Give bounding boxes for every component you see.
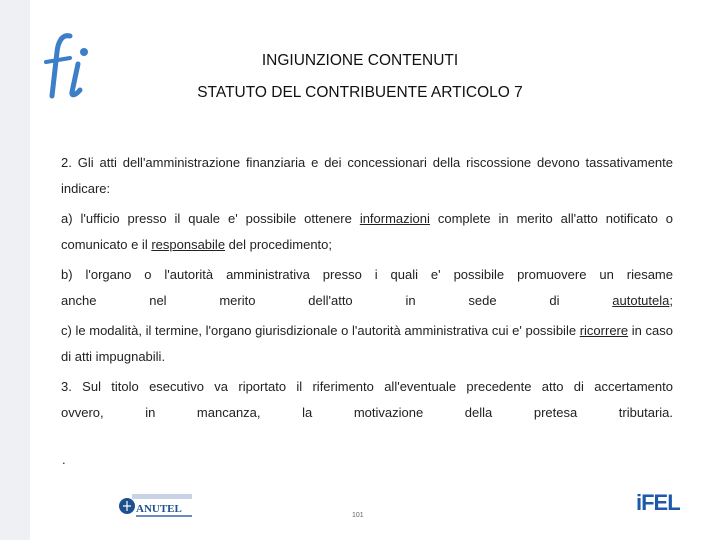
anutel-logo-text: ANUTEL — [136, 503, 182, 515]
link-informazioni[interactable]: informazioni — [359, 211, 430, 226]
paragraph-b-line-2 — [61, 288, 673, 314]
document-body — [61, 150, 673, 430]
anutel-logo-icon — [118, 492, 194, 520]
paragraph-3-line-1: 3. Sul titolo esecutivo va riportato il riferimento all'eventuale precedente atto di accertamento — [61, 379, 673, 394]
paragraph-a — [61, 206, 673, 258]
paragraph-c-text-2: in caso di atti impugnabili. — [61, 323, 673, 364]
left-sidebar-band — [0, 0, 30, 540]
ifel-logo-text: iFEL — [636, 490, 680, 515]
page-title: INGIUNZIONE CONTENUTI — [261, 52, 459, 69]
page-number: 101 — [352, 512, 364, 519]
paragraph-a-text-1: a) l'ufficio presso il quale e' possibile ottenere — [61, 211, 360, 226]
paragraph-2: 2. Gli atti dell'amministrazione finanziaria e dei concessionari della riscossione devono tassativamente indicare: — [61, 155, 673, 196]
paragraph-b-text: anche nel merito dell'atto in sede di — [61, 293, 613, 308]
paragraph-b-line-1: b) l'organo o l'autorità amministrativa presso i quali e' possibile promuovere un riesame — [61, 267, 673, 282]
paragraph-b-semicolon: ; — [669, 293, 673, 308]
paragraph-c-text-1: c) le modalità, il termine, l'organo giurisdizionale o l'autorità amministrativa cui e' possibile — [61, 323, 580, 338]
paragraph-b — [61, 262, 673, 314]
page-subtitle: STATUTO DEL CONTRIBUENTE ARTICOLO 7 — [197, 84, 523, 101]
ifel-logo — [636, 490, 680, 522]
link-ricorrere[interactable]: ricorrere — [579, 323, 629, 338]
paragraph-3 — [61, 374, 673, 426]
paragraph-a-text-3: del procedimento; — [225, 237, 332, 252]
link-autotutela[interactable]: autotutela — [612, 293, 670, 308]
trailing-dot: . — [62, 452, 66, 467]
paragraph-c — [61, 318, 673, 370]
paragraph-a-text-2: complete in merito all'atto notificato o comunicato e il — [61, 211, 673, 252]
link-responsabile[interactable]: responsabile — [151, 237, 226, 252]
paragraph-3-line-2: ovvero, in mancanza, la motivazione della pretesa tributaria. — [61, 405, 673, 420]
